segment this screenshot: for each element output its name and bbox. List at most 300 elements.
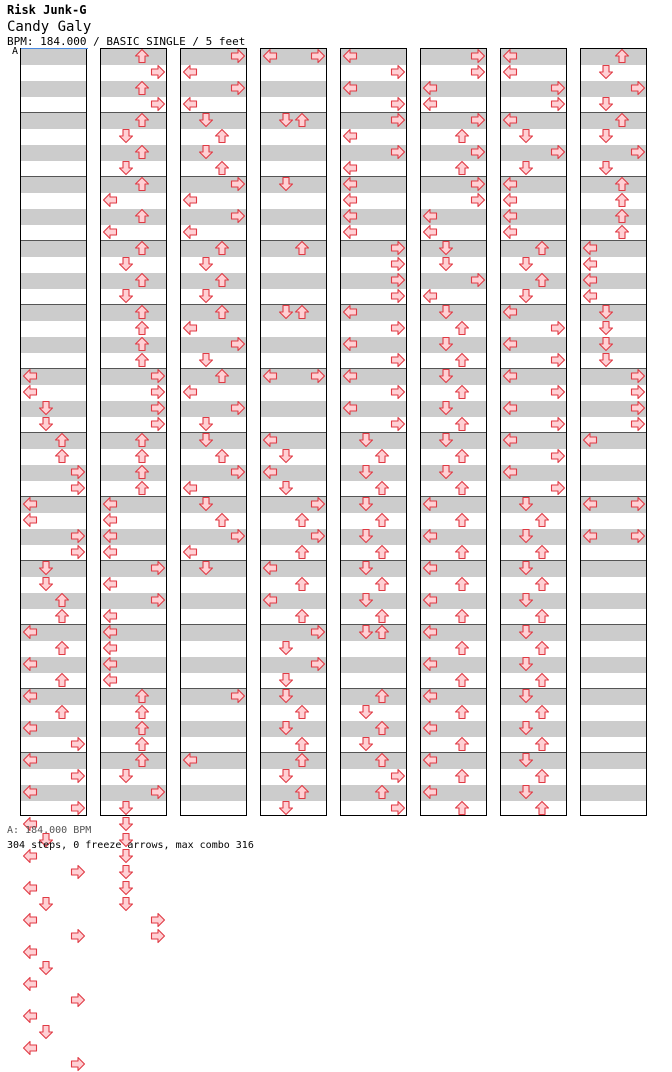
arrow-up-icon xyxy=(54,608,70,624)
arrow-up-icon xyxy=(534,768,550,784)
measure-line xyxy=(181,624,246,625)
arrow-up-icon xyxy=(134,320,150,336)
arrow-up-icon xyxy=(54,592,70,608)
arrow-right-icon xyxy=(550,384,566,400)
arrow-left-icon xyxy=(342,48,358,64)
arrow-left-icon xyxy=(582,288,598,304)
arrow-left-icon xyxy=(22,976,38,992)
arrow-up-icon xyxy=(54,640,70,656)
arrow-up-icon xyxy=(134,736,150,752)
arrow-left-icon xyxy=(582,528,598,544)
arrow-down-icon xyxy=(358,432,374,448)
arrow-up-icon xyxy=(214,160,230,176)
arrow-left-icon xyxy=(422,784,438,800)
arrow-right-icon xyxy=(230,400,246,416)
arrow-left-icon xyxy=(502,176,518,192)
arrow-down-icon xyxy=(38,560,54,576)
arrow-right-icon xyxy=(150,928,166,944)
arrow-up-icon xyxy=(534,576,550,592)
arrow-right-icon xyxy=(230,80,246,96)
arrow-down-icon xyxy=(358,464,374,480)
arrow-left-icon xyxy=(422,96,438,112)
arrow-left-icon xyxy=(262,368,278,384)
arrow-left-icon xyxy=(22,720,38,736)
arrow-up-icon xyxy=(454,320,470,336)
chart-column-3 xyxy=(180,48,247,816)
arrow-right-icon xyxy=(550,416,566,432)
chart-column-5 xyxy=(340,48,407,816)
arrow-up-icon xyxy=(614,208,630,224)
arrow-right-icon xyxy=(550,448,566,464)
arrow-right-icon xyxy=(630,496,646,512)
arrow-left-icon xyxy=(422,288,438,304)
arrow-right-icon xyxy=(70,768,86,784)
arrow-down-icon xyxy=(118,800,134,816)
arrow-right-icon xyxy=(630,384,646,400)
arrow-up-icon xyxy=(134,688,150,704)
arrow-left-icon xyxy=(422,528,438,544)
arrow-up-icon xyxy=(294,784,310,800)
arrow-down-icon xyxy=(38,1024,54,1040)
arrow-down-icon xyxy=(598,304,614,320)
arrow-up-icon xyxy=(454,768,470,784)
arrow-down-icon xyxy=(198,112,214,128)
chart-column-6 xyxy=(420,48,487,816)
arrow-left-icon xyxy=(342,224,358,240)
arrow-down-icon xyxy=(118,256,134,272)
arrow-down-icon xyxy=(358,496,374,512)
arrow-left-icon xyxy=(422,688,438,704)
arrow-down-icon xyxy=(438,464,454,480)
arrow-right-icon xyxy=(70,800,86,816)
arrow-down-icon xyxy=(278,304,294,320)
stats-footer: 304 steps, 0 freeze arrows, max combo 316 xyxy=(7,840,254,851)
arrow-left-icon xyxy=(262,432,278,448)
arrow-right-icon xyxy=(470,272,486,288)
arrow-left-icon xyxy=(342,368,358,384)
arrow-right-icon xyxy=(470,144,486,160)
arrow-right-icon xyxy=(230,176,246,192)
arrow-up-icon xyxy=(214,448,230,464)
arrow-left-icon xyxy=(22,512,38,528)
arrow-up-icon xyxy=(294,704,310,720)
arrow-right-icon xyxy=(230,336,246,352)
arrow-left-icon xyxy=(342,160,358,176)
arrow-up-icon xyxy=(294,112,310,128)
arrow-left-icon xyxy=(582,496,598,512)
arrow-left-icon xyxy=(102,224,118,240)
measure-line xyxy=(21,240,86,241)
arrow-down-icon xyxy=(518,720,534,736)
arrow-up-icon xyxy=(374,448,390,464)
arrow-down-icon xyxy=(278,688,294,704)
arrow-left-icon xyxy=(342,80,358,96)
arrow-down-icon xyxy=(278,768,294,784)
arrow-right-icon xyxy=(470,112,486,128)
arrow-down-icon xyxy=(518,784,534,800)
bpm-marker-label: A xyxy=(12,46,19,57)
arrow-up-icon xyxy=(134,144,150,160)
arrow-down-icon xyxy=(118,816,134,832)
arrow-left-icon xyxy=(22,1008,38,1024)
arrow-left-icon xyxy=(22,752,38,768)
arrow-down-icon xyxy=(518,688,534,704)
arrow-up-icon xyxy=(454,128,470,144)
arrow-right-icon xyxy=(390,416,406,432)
arrow-down-icon xyxy=(518,128,534,144)
arrow-down-icon xyxy=(358,704,374,720)
arrow-left-icon xyxy=(342,192,358,208)
chart-column-1 xyxy=(20,48,87,816)
arrow-down-icon xyxy=(438,336,454,352)
arrow-right-icon xyxy=(390,768,406,784)
arrow-right-icon xyxy=(470,192,486,208)
arrow-down-icon xyxy=(118,880,134,896)
arrow-left-icon xyxy=(102,640,118,656)
arrow-right-icon xyxy=(150,400,166,416)
arrow-left-icon xyxy=(102,672,118,688)
arrow-right-icon xyxy=(150,784,166,800)
arrow-left-icon xyxy=(422,720,438,736)
arrow-right-icon xyxy=(630,144,646,160)
arrow-down-icon xyxy=(518,160,534,176)
measure-line xyxy=(581,752,646,753)
arrow-down-icon xyxy=(38,400,54,416)
arrow-down-icon xyxy=(198,560,214,576)
arrow-up-icon xyxy=(294,240,310,256)
arrow-left-icon xyxy=(262,560,278,576)
arrow-up-icon xyxy=(54,672,70,688)
arrow-up-icon xyxy=(134,336,150,352)
arrow-right-icon xyxy=(70,928,86,944)
arrow-right-icon xyxy=(470,64,486,80)
measure-line xyxy=(21,176,86,177)
arrow-down-icon xyxy=(278,112,294,128)
arrow-down-icon xyxy=(358,528,374,544)
arrow-right-icon xyxy=(390,96,406,112)
arrow-right-icon xyxy=(310,656,326,672)
arrow-down-icon xyxy=(118,128,134,144)
arrow-down-icon xyxy=(118,288,134,304)
arrow-down-icon xyxy=(518,496,534,512)
arrow-up-icon xyxy=(534,800,550,816)
arrow-right-icon xyxy=(550,352,566,368)
arrow-up-icon xyxy=(294,608,310,624)
arrow-up-icon xyxy=(134,176,150,192)
arrow-right-icon xyxy=(550,96,566,112)
arrow-up-icon xyxy=(134,752,150,768)
arrow-left-icon xyxy=(22,880,38,896)
arrow-right-icon xyxy=(390,112,406,128)
arrow-right-icon xyxy=(630,80,646,96)
arrow-up-icon xyxy=(214,304,230,320)
arrow-left-icon xyxy=(182,752,198,768)
arrow-down-icon xyxy=(118,896,134,912)
measure-line xyxy=(581,624,646,625)
arrow-up-icon xyxy=(534,672,550,688)
arrow-left-icon xyxy=(262,48,278,64)
arrow-up-icon xyxy=(374,784,390,800)
arrow-left-icon xyxy=(182,224,198,240)
arrow-down-icon xyxy=(358,560,374,576)
bpm-footer: A: 184.000 BPM xyxy=(7,825,92,836)
arrow-up-icon xyxy=(134,720,150,736)
arrow-up-icon xyxy=(134,704,150,720)
arrow-up-icon xyxy=(454,512,470,528)
measure-line xyxy=(581,688,646,689)
arrow-right-icon xyxy=(70,864,86,880)
arrow-down-icon xyxy=(278,640,294,656)
arrow-up-icon xyxy=(454,448,470,464)
arrow-right-icon xyxy=(550,480,566,496)
arrow-left-icon xyxy=(262,464,278,480)
arrow-left-icon xyxy=(22,368,38,384)
arrow-left-icon xyxy=(502,400,518,416)
arrow-up-icon xyxy=(614,224,630,240)
arrow-left-icon xyxy=(342,304,358,320)
arrow-up-icon xyxy=(374,480,390,496)
arrow-up-icon xyxy=(374,512,390,528)
arrow-up-icon xyxy=(454,416,470,432)
arrow-down-icon xyxy=(438,240,454,256)
arrow-left-icon xyxy=(262,592,278,608)
arrow-up-icon xyxy=(534,704,550,720)
measure-line xyxy=(581,560,646,561)
arrow-left-icon xyxy=(422,656,438,672)
arrow-right-icon xyxy=(390,256,406,272)
arrow-left-icon xyxy=(102,528,118,544)
arrow-right-icon xyxy=(390,144,406,160)
arrow-left-icon xyxy=(102,576,118,592)
arrow-left-icon xyxy=(22,784,38,800)
arrow-left-icon xyxy=(502,432,518,448)
arrow-right-icon xyxy=(150,96,166,112)
arrow-left-icon xyxy=(182,96,198,112)
arrow-left-icon xyxy=(582,240,598,256)
bpm-marker-line xyxy=(21,48,88,49)
arrow-left-icon xyxy=(22,656,38,672)
arrow-down-icon xyxy=(198,496,214,512)
arrow-left-icon xyxy=(102,192,118,208)
arrow-right-icon xyxy=(230,528,246,544)
arrow-up-icon xyxy=(614,192,630,208)
chart-column-4 xyxy=(260,48,327,816)
arrow-left-icon xyxy=(342,336,358,352)
arrow-down-icon xyxy=(278,800,294,816)
arrow-down-icon xyxy=(38,416,54,432)
arrow-right-icon xyxy=(70,480,86,496)
arrow-up-icon xyxy=(454,160,470,176)
arrow-right-icon xyxy=(150,368,166,384)
arrow-down-icon xyxy=(438,368,454,384)
measure-line xyxy=(21,112,86,113)
arrow-up-icon xyxy=(374,544,390,560)
arrow-down-icon xyxy=(598,96,614,112)
arrow-up-icon xyxy=(294,752,310,768)
arrow-right-icon xyxy=(310,496,326,512)
arrow-right-icon xyxy=(310,48,326,64)
arrow-left-icon xyxy=(582,272,598,288)
arrow-right-icon xyxy=(390,320,406,336)
arrow-left-icon xyxy=(22,496,38,512)
arrow-up-icon xyxy=(54,704,70,720)
arrow-right-icon xyxy=(630,368,646,384)
arrow-left-icon xyxy=(422,592,438,608)
arrow-right-icon xyxy=(70,464,86,480)
arrow-right-icon xyxy=(550,144,566,160)
arrow-left-icon xyxy=(102,608,118,624)
arrow-up-icon xyxy=(534,512,550,528)
arrow-up-icon xyxy=(134,272,150,288)
arrow-left-icon xyxy=(22,1040,38,1056)
arrow-up-icon xyxy=(454,736,470,752)
arrow-left-icon xyxy=(102,624,118,640)
arrow-right-icon xyxy=(70,736,86,752)
arrow-left-icon xyxy=(182,544,198,560)
arrow-right-icon xyxy=(150,64,166,80)
arrow-up-icon xyxy=(374,720,390,736)
arrow-right-icon xyxy=(230,464,246,480)
arrow-up-icon xyxy=(214,272,230,288)
arrow-left-icon xyxy=(422,624,438,640)
arrow-up-icon xyxy=(214,240,230,256)
arrow-down-icon xyxy=(278,672,294,688)
arrow-left-icon xyxy=(502,208,518,224)
arrow-right-icon xyxy=(230,688,246,704)
arrow-up-icon xyxy=(454,480,470,496)
arrow-down-icon xyxy=(198,256,214,272)
arrow-down-icon xyxy=(118,160,134,176)
arrow-up-icon xyxy=(134,304,150,320)
arrow-left-icon xyxy=(102,512,118,528)
arrow-left-icon xyxy=(22,944,38,960)
arrow-left-icon xyxy=(102,544,118,560)
arrow-left-icon xyxy=(502,464,518,480)
arrow-right-icon xyxy=(150,384,166,400)
arrow-right-icon xyxy=(390,800,406,816)
arrow-up-icon xyxy=(214,512,230,528)
arrow-right-icon xyxy=(630,416,646,432)
arrow-up-icon xyxy=(614,112,630,128)
arrow-down-icon xyxy=(518,288,534,304)
arrow-down-icon xyxy=(198,144,214,160)
arrow-down-icon xyxy=(278,480,294,496)
arrow-down-icon xyxy=(518,256,534,272)
arrow-up-icon xyxy=(614,48,630,64)
arrow-up-icon xyxy=(134,80,150,96)
arrow-left-icon xyxy=(102,656,118,672)
arrow-up-icon xyxy=(534,240,550,256)
song-artist: Risk Junk-G xyxy=(7,3,87,17)
arrow-right-icon xyxy=(310,368,326,384)
arrow-left-icon xyxy=(102,496,118,512)
arrow-up-icon xyxy=(454,704,470,720)
arrow-down-icon xyxy=(518,592,534,608)
arrow-left-icon xyxy=(22,384,38,400)
arrow-left-icon xyxy=(502,224,518,240)
arrow-left-icon xyxy=(22,912,38,928)
arrow-down-icon xyxy=(598,128,614,144)
arrow-down-icon xyxy=(598,64,614,80)
arrow-up-icon xyxy=(454,640,470,656)
arrow-left-icon xyxy=(422,208,438,224)
arrow-down-icon xyxy=(38,960,54,976)
arrow-left-icon xyxy=(422,496,438,512)
arrow-up-icon xyxy=(214,128,230,144)
arrow-down-icon xyxy=(518,624,534,640)
arrow-down-icon xyxy=(518,560,534,576)
arrow-up-icon xyxy=(374,608,390,624)
arrow-right-icon xyxy=(390,272,406,288)
arrow-up-icon xyxy=(454,576,470,592)
chart-column-7 xyxy=(500,48,567,816)
arrow-up-icon xyxy=(534,544,550,560)
arrow-right-icon xyxy=(150,592,166,608)
arrow-up-icon xyxy=(454,608,470,624)
arrow-down-icon xyxy=(278,448,294,464)
arrow-down-icon xyxy=(438,304,454,320)
arrow-up-icon xyxy=(454,544,470,560)
arrow-left-icon xyxy=(422,752,438,768)
arrow-down-icon xyxy=(438,256,454,272)
arrow-right-icon xyxy=(550,80,566,96)
arrow-up-icon xyxy=(374,576,390,592)
arrow-right-icon xyxy=(150,912,166,928)
arrow-down-icon xyxy=(358,592,374,608)
arrow-left-icon xyxy=(182,192,198,208)
arrow-left-icon xyxy=(502,368,518,384)
arrow-up-icon xyxy=(534,640,550,656)
arrow-right-icon xyxy=(630,400,646,416)
arrow-right-icon xyxy=(630,528,646,544)
arrow-left-icon xyxy=(502,112,518,128)
arrow-up-icon xyxy=(134,112,150,128)
arrow-right-icon xyxy=(470,48,486,64)
arrow-down-icon xyxy=(198,416,214,432)
arrow-right-icon xyxy=(470,176,486,192)
arrow-up-icon xyxy=(614,176,630,192)
arrow-right-icon xyxy=(230,48,246,64)
arrow-up-icon xyxy=(294,304,310,320)
arrow-right-icon xyxy=(150,416,166,432)
arrow-up-icon xyxy=(374,752,390,768)
arrow-up-icon xyxy=(534,608,550,624)
arrow-left-icon xyxy=(422,224,438,240)
arrow-left-icon xyxy=(582,432,598,448)
arrow-right-icon xyxy=(390,240,406,256)
arrow-right-icon xyxy=(230,208,246,224)
arrow-right-icon xyxy=(390,288,406,304)
arrow-down-icon xyxy=(518,656,534,672)
arrow-down-icon xyxy=(38,576,54,592)
arrow-up-icon xyxy=(534,272,550,288)
arrow-up-icon xyxy=(374,624,390,640)
arrow-right-icon xyxy=(70,544,86,560)
arrow-up-icon xyxy=(134,240,150,256)
arrow-left-icon xyxy=(182,384,198,400)
arrow-down-icon xyxy=(198,432,214,448)
arrow-left-icon xyxy=(342,208,358,224)
arrow-left-icon xyxy=(502,304,518,320)
arrow-left-icon xyxy=(502,192,518,208)
arrow-down-icon xyxy=(598,336,614,352)
arrow-up-icon xyxy=(534,736,550,752)
arrow-down-icon xyxy=(438,432,454,448)
arrow-down-icon xyxy=(438,400,454,416)
arrow-up-icon xyxy=(134,480,150,496)
arrow-left-icon xyxy=(582,256,598,272)
arrow-left-icon xyxy=(502,48,518,64)
